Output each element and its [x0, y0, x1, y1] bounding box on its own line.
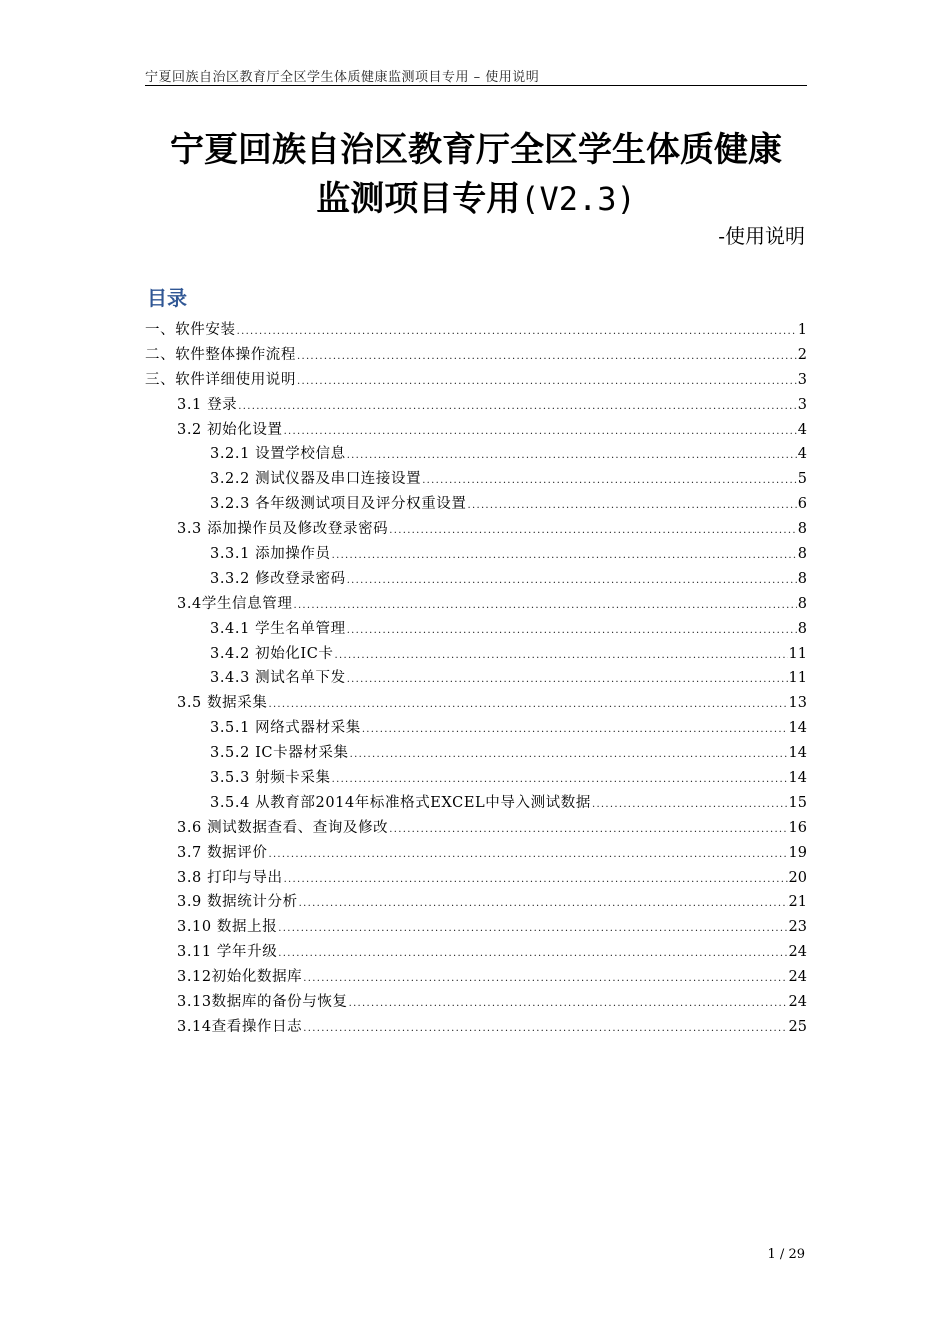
toc-dot-leader	[284, 870, 788, 890]
toc-entry-page-number: 8	[797, 546, 807, 563]
toc-entry-title: 3.7 数据评价	[177, 844, 268, 861]
toc-dot-leader	[303, 1019, 787, 1039]
toc-entry-title: 一、软件安装	[145, 322, 236, 338]
toc-entry-page-number: 4	[797, 446, 807, 463]
toc-entry[interactable]	[145, 691, 807, 716]
toc-entry-page-number: 24	[788, 994, 807, 1011]
toc-entry-title: 3.5.1 网络式器材采集	[210, 720, 361, 737]
toc-entry-page-number: 5	[797, 471, 807, 488]
document-title-product: 监测项目专用	[316, 179, 521, 219]
toc-entry[interactable]	[145, 890, 807, 915]
toc-dot-leader	[268, 845, 787, 865]
document-title-line-2	[145, 179, 807, 219]
toc-entry[interactable]	[145, 542, 807, 567]
toc-dot-leader	[362, 720, 788, 740]
toc-dot-leader	[347, 446, 797, 466]
toc-entry-page-number: 14	[788, 745, 807, 762]
toc-dot-leader	[299, 894, 788, 914]
toc-entry-page-number: 15	[788, 794, 807, 811]
toc-dot-leader	[268, 695, 787, 715]
toc-entry-page-number: 23	[788, 919, 807, 936]
toc-entry[interactable]	[145, 841, 807, 866]
toc-entry-title: 3.4学生信息管理	[177, 595, 293, 612]
toc-entry[interactable]	[145, 990, 807, 1015]
toc-entry[interactable]	[145, 866, 807, 891]
toc-dot-leader	[349, 994, 788, 1014]
toc-entry-title: 3.3.2 修改登录密码	[210, 570, 346, 587]
toc-entry-page-number: 8	[797, 620, 807, 637]
toc-dot-leader	[278, 944, 787, 964]
toc-dot-leader	[238, 397, 796, 417]
toc-dot-leader	[347, 670, 788, 690]
toc-entry-page-number: 4	[797, 421, 807, 438]
toc-entry[interactable]	[145, 965, 807, 990]
toc-entry-page-number: 24	[788, 969, 807, 986]
toc-entry-title: 3.13数据库的备份与恢复	[177, 994, 348, 1011]
toc-entry-page-number: 20	[788, 869, 807, 886]
toc-entry-title: 二、软件整体操作流程	[145, 346, 296, 363]
document-subtitle: -使用说明	[718, 224, 805, 248]
toc-entry-title: 3.5.2 IC卡器材采集	[210, 745, 349, 762]
toc-entry-title: 3.5.3 射频卡采集	[210, 770, 331, 787]
toc-entry-page-number: 11	[788, 645, 807, 662]
toc-entry[interactable]	[145, 318, 807, 343]
toc-entry[interactable]	[145, 567, 807, 592]
toc-dot-leader	[332, 770, 788, 790]
toc-entry-title: 3.4.3 测试名单下发	[210, 670, 346, 687]
toc-dot-leader	[293, 596, 796, 616]
toc-dot-leader	[303, 969, 787, 989]
toc-entry-title: 3.3 添加操作员及修改登录密码	[177, 521, 389, 538]
toc-entry-page-number: 8	[797, 570, 807, 587]
toc-entry[interactable]	[145, 592, 807, 617]
table-of-contents	[145, 318, 807, 1040]
toc-entry-page-number: 8	[797, 595, 807, 612]
toc-dot-leader	[350, 745, 788, 765]
toc-entry-page-number: 25	[788, 1018, 807, 1035]
document-title-version: (V2.3)	[520, 180, 636, 218]
running-header: 宁夏回族自治区教育厅全区学生体质健康监测项目专用 – 使用说明	[145, 70, 540, 85]
toc-entry[interactable]	[145, 442, 807, 467]
toc-entry-page-number: 21	[788, 894, 807, 911]
toc-entry-title: 3.10 数据上报	[177, 919, 278, 936]
toc-entry-page-number: 6	[797, 496, 807, 513]
toc-entry[interactable]	[145, 368, 807, 393]
toc-dot-leader	[422, 471, 797, 491]
toc-dot-leader	[237, 322, 797, 342]
toc-entry[interactable]	[145, 418, 807, 443]
toc-entry-page-number: 19	[788, 844, 807, 861]
toc-entry[interactable]	[145, 492, 807, 517]
page-number: 1 / 29	[767, 1247, 805, 1262]
toc-entry[interactable]	[145, 716, 807, 741]
toc-entry-page-number: 1	[797, 322, 807, 338]
document-title-line-1: 宁夏回族自治区教育厅全区学生体质健康	[170, 130, 782, 170]
toc-entry[interactable]	[145, 940, 807, 965]
toc-entry-title: 3.2.1 设置学校信息	[210, 446, 346, 463]
toc-entry-page-number: 3	[797, 396, 807, 413]
toc-dot-leader	[278, 919, 787, 939]
toc-entry[interactable]	[145, 393, 807, 418]
toc-entry-page-number: 24	[788, 944, 807, 961]
toc-entry[interactable]	[145, 816, 807, 841]
toc-dot-leader	[347, 621, 797, 641]
toc-entry-page-number: 3	[797, 371, 807, 388]
toc-entry-title: 3.9 数据统计分析	[177, 894, 298, 911]
toc-entry[interactable]	[145, 343, 807, 368]
toc-entry-page-number: 2	[797, 346, 807, 363]
toc-entry-title: 3.11 学年升级	[177, 944, 278, 961]
toc-entry-title: 3.2 初始化设置	[177, 421, 283, 438]
toc-dot-leader	[297, 372, 797, 392]
toc-entry-page-number: 11	[788, 670, 807, 687]
toc-entry-page-number: 13	[788, 695, 807, 712]
toc-entry-title: 三、软件详细使用说明	[145, 371, 296, 388]
toc-dot-leader	[592, 795, 788, 815]
toc-entry-title: 3.4.2 初始化IC卡	[210, 645, 334, 662]
toc-entry-title: 3.14查看操作日志	[177, 1018, 303, 1035]
toc-dot-leader	[297, 347, 797, 367]
toc-entry[interactable]	[145, 1015, 807, 1040]
toc-entry[interactable]	[145, 642, 807, 667]
toc-dot-leader	[468, 496, 797, 516]
toc-entry-title: 3.2.2 测试仪器及串口连接设置	[210, 471, 422, 488]
toc-entry-title: 3.8 打印与导出	[177, 869, 283, 886]
toc-entry-title: 3.4.1 学生名单管理	[210, 620, 346, 637]
toc-entry[interactable]	[145, 666, 807, 691]
toc-entry-title: 3.5.4 从教育部2014年标准格式EXCEL中导入测试数据	[210, 794, 591, 811]
toc-entry[interactable]	[145, 467, 807, 492]
toc-dot-leader	[389, 521, 796, 541]
toc-entry-title: 3.1 登录	[177, 396, 238, 413]
toc-entry-title: 3.2.3 各年级测试项目及评分权重设置	[210, 496, 467, 513]
toc-entry-page-number: 16	[788, 819, 807, 836]
toc-dot-leader	[347, 571, 797, 591]
toc-entry[interactable]	[145, 517, 807, 542]
toc-entry-page-number: 8	[797, 521, 807, 538]
toc-entry[interactable]	[145, 915, 807, 940]
toc-entry[interactable]	[145, 766, 807, 791]
toc-entry-title: 3.5 数据采集	[177, 695, 268, 712]
toc-entry[interactable]	[145, 791, 807, 816]
toc-dot-leader	[335, 646, 788, 666]
toc-dot-leader	[389, 820, 787, 840]
toc-entry-page-number: 14	[788, 770, 807, 787]
toc-dot-leader	[332, 546, 797, 566]
toc-entry-title: 3.6 测试数据查看、查询及修改	[177, 819, 389, 836]
toc-entry[interactable]	[145, 741, 807, 766]
toc-entry-title: 3.3.1 添加操作员	[210, 546, 331, 563]
toc-entry-title: 3.12初始化数据库	[177, 969, 303, 986]
toc-entry[interactable]	[145, 617, 807, 642]
header-rule	[145, 85, 807, 86]
toc-dot-leader	[284, 422, 797, 442]
toc-entry-page-number: 14	[788, 720, 807, 737]
toc-heading: 目录	[147, 286, 187, 310]
